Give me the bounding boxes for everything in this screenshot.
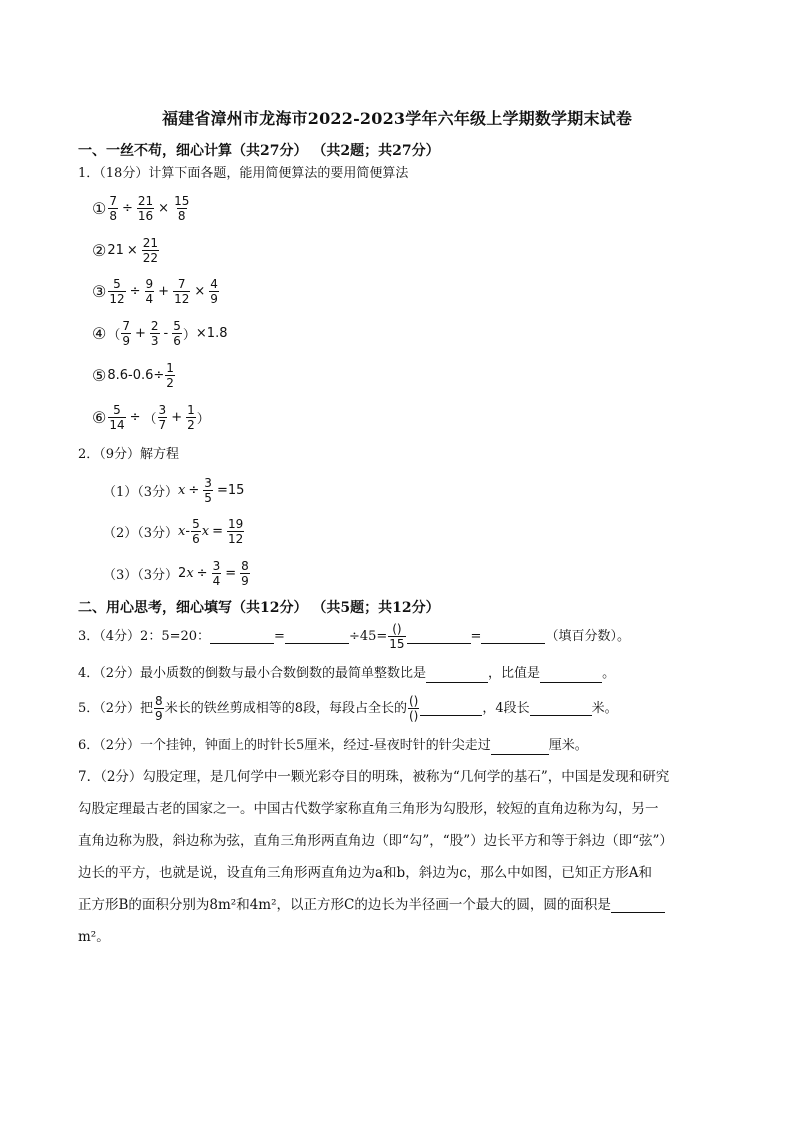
paren: （ — [107, 328, 121, 343]
question-2-stem: 2．（9分）解方程 — [78, 447, 180, 462]
answer-blank[interactable] — [530, 701, 592, 716]
question-6 — [78, 737, 588, 755]
q1-expression-4 — [92, 319, 227, 348]
fraction: $\frac{2}{3}$ — [150, 319, 159, 348]
q1-expression-6 — [92, 403, 210, 432]
fraction: $\frac{4}{9}$ — [210, 277, 218, 306]
sub-label: （2）（3分） — [103, 526, 179, 541]
question-text: 。 — [602, 666, 616, 681]
fraction: $\frac{5}{6}$ — [192, 517, 200, 546]
operator: = — [212, 524, 223, 539]
answer-blank[interactable] — [481, 629, 545, 644]
operator: + — [135, 326, 146, 341]
fraction: $\frac{5}{6}$ — [173, 319, 181, 348]
sub-label: （3）（3分） — [103, 568, 179, 583]
question-text: 米长的铁丝剪成相等的8段，每段占全长的 — [164, 700, 407, 716]
fraction: $\frac{15}{8}$ — [174, 194, 190, 223]
q1-expression-3 — [92, 277, 220, 306]
fraction: $\frac{21}{22}$ — [142, 236, 159, 265]
question-line — [78, 889, 723, 921]
operator: ÷ — [129, 284, 141, 299]
operator: - — [185, 524, 191, 539]
fraction: $\frac{8}{9}$ — [155, 694, 163, 723]
question-text: ÷45= — [348, 628, 388, 644]
fraction: $\frac{3}{4}$ — [212, 559, 221, 588]
question-line: 勾股定理最古老的国家之一。中国古代数学家称直角三角形为勾股形，较短的直角边称为勾，另一 — [78, 801, 659, 817]
fraction: $\frac{3}{5}$ — [204, 476, 212, 505]
answer-blank[interactable] — [407, 629, 471, 644]
question-line: 直角边称为股，斜边称为弦，直角三角形两直角边（即“勾”，“股”）边长平方和等于斜边（即“弦”） — [78, 833, 673, 849]
number: 21 — [107, 243, 124, 258]
page-title: 福建省漳州市龙海市2022-2023学年六年级上学期数学期末试卷 — [161, 109, 633, 128]
question-text: = — [274, 628, 285, 644]
question-line: 边长的平方，也就是说，设直角三角形两直角边为a和b，斜边为c，那么中如图，已知正方形A和 — [78, 865, 652, 881]
question-text: ，比值是 — [488, 666, 541, 681]
variable: x — [201, 524, 210, 539]
fraction: $\frac{7}{12}$ — [174, 277, 190, 306]
answer-blank[interactable] — [210, 629, 274, 644]
section-heading-2: 二、用心思考，细心填写（共12分） （共5题；共12分） — [78, 600, 440, 616]
fraction: $\frac{3}{7}$ — [158, 403, 167, 432]
variable: x — [178, 483, 186, 498]
fraction: $\frac{21}{16}$ — [137, 194, 154, 223]
question-text: 米。 — [591, 700, 618, 716]
number: 8.6-0.6÷ — [107, 368, 165, 383]
operator: × — [194, 284, 206, 299]
q1-expression-5 — [92, 361, 176, 390]
number: ×1.8 — [195, 326, 228, 341]
answer-blank[interactable] — [285, 629, 349, 644]
answer-blank[interactable] — [491, 740, 549, 755]
item-marker: ① — [92, 199, 107, 218]
q1-expression-2 — [92, 236, 160, 265]
item-marker: ⑤ — [92, 366, 107, 385]
operator: + — [158, 284, 170, 299]
item-marker: ② — [92, 241, 107, 260]
question-text: 6．（2分）一个挂钟，钟面上的时针长5厘米，经过-昼夜时针的针尖走过 — [78, 738, 491, 753]
fraction: $\frac{()}{()}$ — [408, 694, 419, 723]
operator: ÷ — [188, 483, 200, 498]
fraction: $\frac{8}{9}$ — [241, 559, 249, 588]
fraction: $\frac{1}{2}$ — [166, 361, 174, 390]
question-text: 厘米。 — [548, 738, 588, 753]
fraction: $\frac{7}{9}$ — [122, 319, 130, 348]
operator: × — [126, 243, 138, 258]
operator: - — [163, 326, 169, 341]
question-text: 正方形B的面积分别为8m²和4m²，以正方形C的边长为半径画一个最大的圆，圆的面积是 — [78, 897, 611, 913]
paren: （ — [143, 412, 157, 427]
answer-blank[interactable] — [420, 701, 482, 716]
operator: ÷ — [196, 566, 208, 581]
q2-equation-3 — [103, 559, 251, 588]
question-5 — [78, 694, 618, 723]
q2-equation-2 — [103, 517, 245, 546]
operator: + — [171, 410, 183, 425]
question-4 — [78, 665, 615, 683]
answer-blank[interactable] — [426, 668, 488, 683]
question-3 — [78, 622, 630, 651]
fraction: $\frac{19}{12}$ — [227, 517, 244, 546]
fraction: $\frac{1}{2}$ — [187, 403, 195, 432]
fraction: $\frac{9}{4}$ — [145, 277, 154, 306]
section-heading-1: 一、一丝不苟，细心计算（共27分） （共2题；共27分） — [78, 143, 440, 159]
question-text: = — [470, 628, 482, 644]
operator: ÷ — [121, 201, 133, 216]
variable: x — [186, 566, 194, 581]
operator: × — [158, 201, 170, 216]
question-1-stem: 1．（18分）计算下面各题，能用简便算法的要用简便算法 — [78, 166, 409, 181]
question-7 — [78, 761, 723, 953]
question-text: 5．（2分）把 — [78, 700, 154, 716]
question-line: 7．（2分）勾股定理，是几何学中一颗光彩夺目的明珠，被称为“几何学的基石”，中国是发现和研究 — [78, 769, 670, 785]
paren: ） — [196, 412, 210, 427]
paren: ） — [182, 328, 196, 343]
fraction: $\frac{5}{14}$ — [109, 403, 125, 432]
question-text: ，4段长 — [482, 700, 530, 716]
item-marker: ⑥ — [92, 408, 107, 427]
variable: x — [178, 524, 186, 539]
question-line: m²。 — [78, 929, 110, 945]
question-text: 4．（2分）最小质数的倒数与最小合数倒数的最简单整数比是 — [78, 666, 427, 681]
sub-label: （1）（3分） — [103, 485, 179, 500]
answer-blank[interactable] — [611, 898, 665, 913]
q1-expression-1 — [92, 194, 191, 223]
fraction: $\frac{7}{8}$ — [109, 194, 117, 223]
operator: = — [225, 566, 237, 581]
q2-equation-1 — [103, 476, 244, 505]
fraction: $\frac{5}{12}$ — [109, 277, 125, 306]
item-marker: ③ — [92, 282, 107, 301]
number: 2 — [178, 566, 187, 581]
operator: ÷ — [129, 410, 141, 425]
question-text: 3．（4分）2：5=20： — [78, 628, 211, 644]
fraction: $\frac{()}{15}$ — [389, 622, 405, 651]
equation-rhs: =15 — [216, 483, 245, 498]
item-marker: ④ — [92, 324, 107, 343]
answer-blank[interactable] — [540, 668, 602, 683]
question-text: （填百分数）。 — [545, 628, 630, 644]
